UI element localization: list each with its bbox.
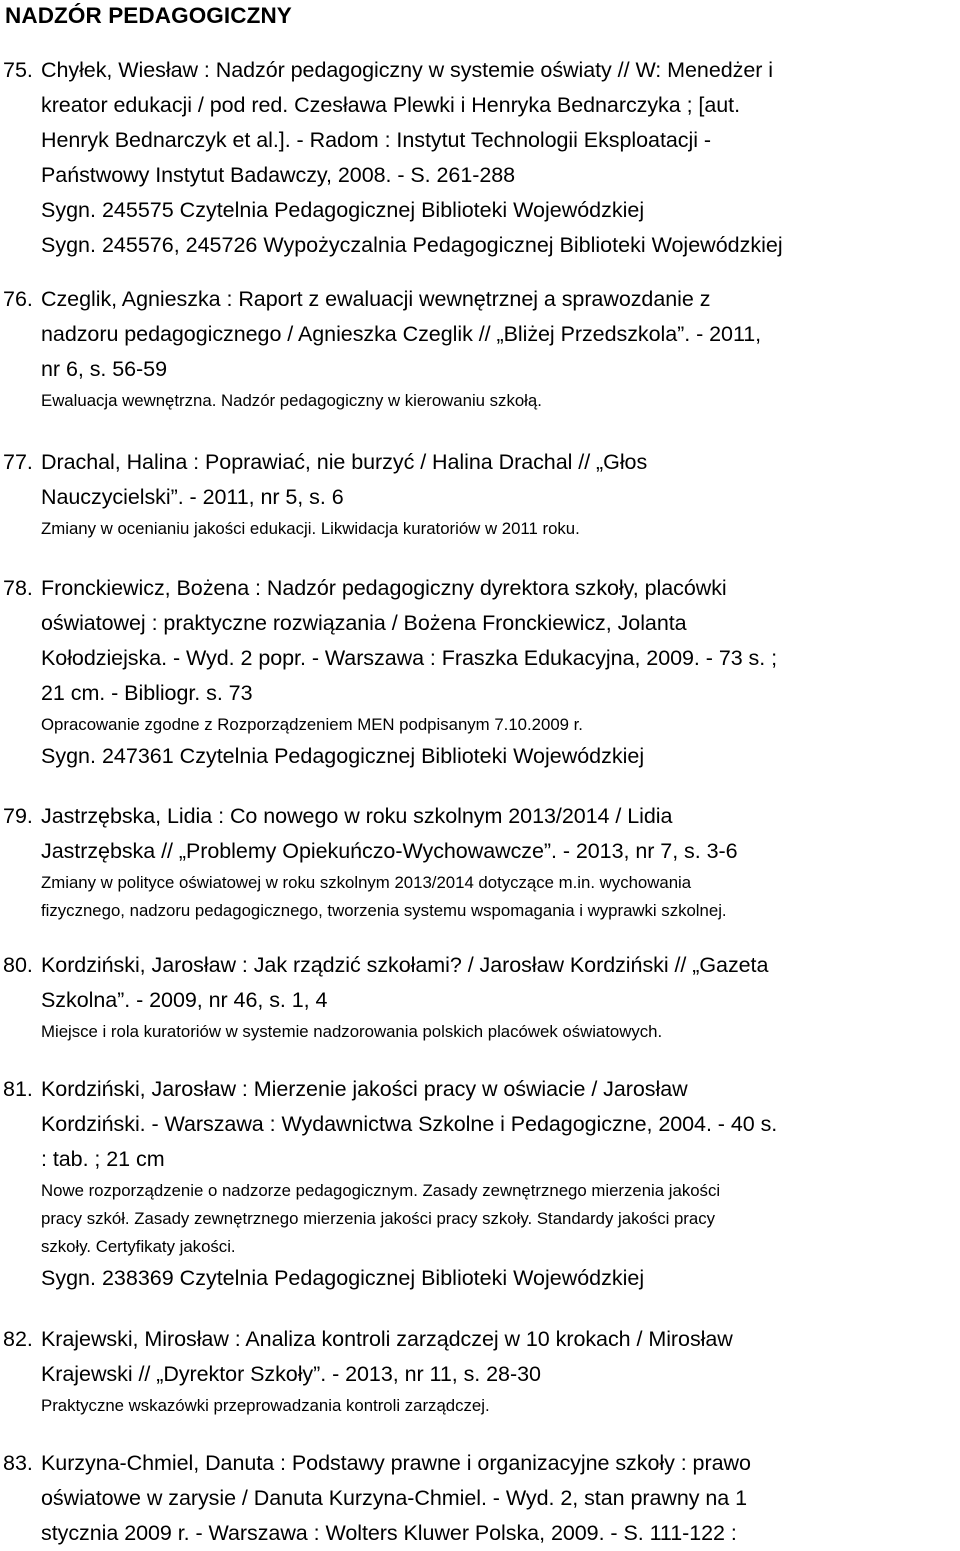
citation-line: Jastrzębska // „Problemy Opiekuńczo-Wychowawcze”. - 2013, nr 7, s. 3-6 [41,839,738,863]
citation-line: Kurzyna-Chmiel, Danuta : Podstawy prawne i organizacyjne szkoły : prawo [41,1451,751,1475]
annotation-line: Ewaluacja wewnętrzna. Nadzór pedagogiczny w kierowaniu szkołą. [41,391,542,410]
citation-line: stycznia 2009 r. - Warszawa : Wolters Kluwer Polska, 2009. - S. 111-122 : [41,1521,737,1545]
citation-line: kreator edukacji / pod red. Czesława Plewki i Henryka Bednarczyka ; [aut. [41,93,741,117]
citation-line: oświatowe w zarysie / Danuta Kurzyna-Chmiel. - Wyd. 2, stan prawny na 1 [41,1486,748,1510]
citation-line: Szkolna”. - 2009, nr 46, s. 1, 4 [41,988,328,1012]
entry-annotation [41,711,959,739]
entry-annotation [41,1018,959,1046]
bibliography-entry [0,445,960,543]
entry-citation [41,1072,959,1177]
annotation-line: Nowe rozporządzenie o nadzorze pedagogicznym. Zasady zewnętrznego mierzenia jakości [41,1181,721,1200]
citation-line: nr 6, s. 56-59 [41,357,167,381]
call-number: Sygn. 245576, 245726 Wypożyczalnia Pedagogicznej Biblioteki Wojewódzkiej [41,233,783,257]
citation-line: Kordziński, Jarosław : Mierzenie jakości pracy w oświacie / Jarosław [41,1077,688,1101]
annotation-line: szkoły. Certyfikaty jakości. [41,1237,236,1256]
entry-annotation [41,1392,959,1420]
citation-line: 21 cm. - Bibliogr. s. 73 [41,681,253,705]
entry-citation [41,948,959,1018]
entry-citation [41,1322,959,1392]
section-heading: NADZÓR PEDAGOGICZNY [5,3,292,28]
bibliography-entry [0,571,960,774]
entry-body [41,1446,959,1551]
entry-body [41,799,959,925]
entry-number: 79. [3,804,33,828]
entry-number: 82. [3,1327,33,1351]
bibliography-entry [0,1322,960,1420]
citation-line: Krajewski, Mirosław : Analiza kontroli zarządczej w 10 krokach / Mirosław [41,1327,733,1351]
bibliography-entry [0,282,960,415]
call-number: Sygn. 247361 Czytelnia Pedagogicznej Biblioteki Wojewódzkiej [41,744,645,768]
entry-number: 76. [3,287,33,311]
citation-line: Kołodziejska. - Wyd. 2 popr. - Warszawa : Fraszka Edukacyjna, 2009. - 73 s. ; [41,646,778,670]
annotation-line: pracy szkół. Zasady zewnętrznego mierzenia jakości pracy szkoły. Standardy jakości pracy [41,1209,716,1228]
citation-line: Państwowy Instytut Badawczy, 2008. - S. 261-288 [41,163,516,187]
entry-number: 78. [3,576,33,600]
annotation-line: Zmiany w polityce oświatowej w roku szkolnym 2013/2014 dotyczące m.in. wychowania [41,873,692,892]
call-number: Sygn. 238369 Czytelnia Pedagogicznej Biblioteki Wojewódzkiej [41,1266,645,1290]
citation-line: Nauczycielski”. - 2011, nr 5, s. 6 [41,485,344,509]
annotation-line: Miejsce i rola kuratoriów w systemie nadzorowania polskich placówek oświatowych. [41,1022,663,1041]
entry-annotation [41,515,959,543]
entry-number: 77. [3,450,33,474]
entry-number: 75. [3,58,33,82]
bibliography-entry [0,948,960,1046]
annotation-line: Zmiany w ocenianiu jakości edukacji. Likwidacja kuratoriów w 2011 roku. [41,519,580,538]
citation-line: Jastrzębska, Lidia : Co nowego w roku szkolnym 2013/2014 / Lidia [41,804,673,828]
citation-line: Henryk Bednarczyk et al.]. - Radom : Instytut Technologii Eksploatacji - [41,128,711,152]
bibliography-entry [0,1446,960,1551]
bibliography-entry [0,1072,960,1296]
entry-number: 83. [3,1451,33,1475]
call-number: Sygn. 245575 Czytelnia Pedagogicznej Biblioteki Wojewódzkiej [41,198,645,222]
bibliography-entry [0,53,960,263]
entry-body [41,445,959,543]
entry-annotation [41,869,959,925]
entry-citation [41,53,959,193]
citation-line: Fronckiewicz, Bożena : Nadzór pedagogiczny dyrektora szkoły, placówki [41,576,727,600]
citation-line: nadzoru pedagogicznego / Agnieszka Czeglik // „Bliżej Przedszkola”. - 2011, [41,322,762,346]
entry-body [41,1322,959,1420]
entry-citation [41,282,959,387]
entry-body [41,53,959,263]
entry-annotation [41,1177,959,1261]
citation-line: Kordziński. - Warszawa : Wydawnictwa Szkolne i Pedagogiczne, 2004. - 40 s. [41,1112,778,1136]
annotation-line: Opracowanie zgodne z Rozporządzeniem MEN podpisanym 7.10.2009 r. [41,715,583,734]
entry-body [41,1072,959,1296]
bibliography-entry [0,799,960,925]
annotation-line: Praktyczne wskazówki przeprowadzania kontroli zarządczej. [41,1396,490,1415]
citation-line: : tab. ; 21 cm [41,1147,165,1171]
citation-line: oświatowej : praktyczne rozwiązania / Bożena Fronckiewicz, Jolanta [41,611,687,635]
entry-citation [41,571,959,711]
citation-line: Krajewski // „Dyrektor Szkoły”. - 2013, nr 11, s. 28-30 [41,1362,541,1386]
entry-body [41,282,959,415]
entry-body [41,571,959,774]
annotation-line: fizycznego, nadzoru pedagogicznego, tworzenia systemu wspomagania i wyprawki szkolnej. [41,901,727,920]
citation-line: Drachal, Halina : Poprawiać, nie burzyć / Halina Drachal // „Głos [41,450,648,474]
citation-line: Chyłek, Wiesław : Nadzór pedagogiczny w systemie oświaty // W: Menedżer i [41,58,774,82]
entry-annotation [41,387,959,415]
entry-citation [41,799,959,869]
citation-line: Kordziński, Jarosław : Jak rządzić szkołami? / Jarosław Kordziński // „Gazeta [41,953,769,977]
entry-citation [41,445,959,515]
entry-number: 80. [3,953,33,977]
citation-line: Czeglik, Agnieszka : Raport z ewaluacji wewnętrznej a sprawozdanie z [41,287,711,311]
entry-body [41,948,959,1046]
entry-number: 81. [3,1077,33,1101]
entry-citation [41,1446,959,1551]
